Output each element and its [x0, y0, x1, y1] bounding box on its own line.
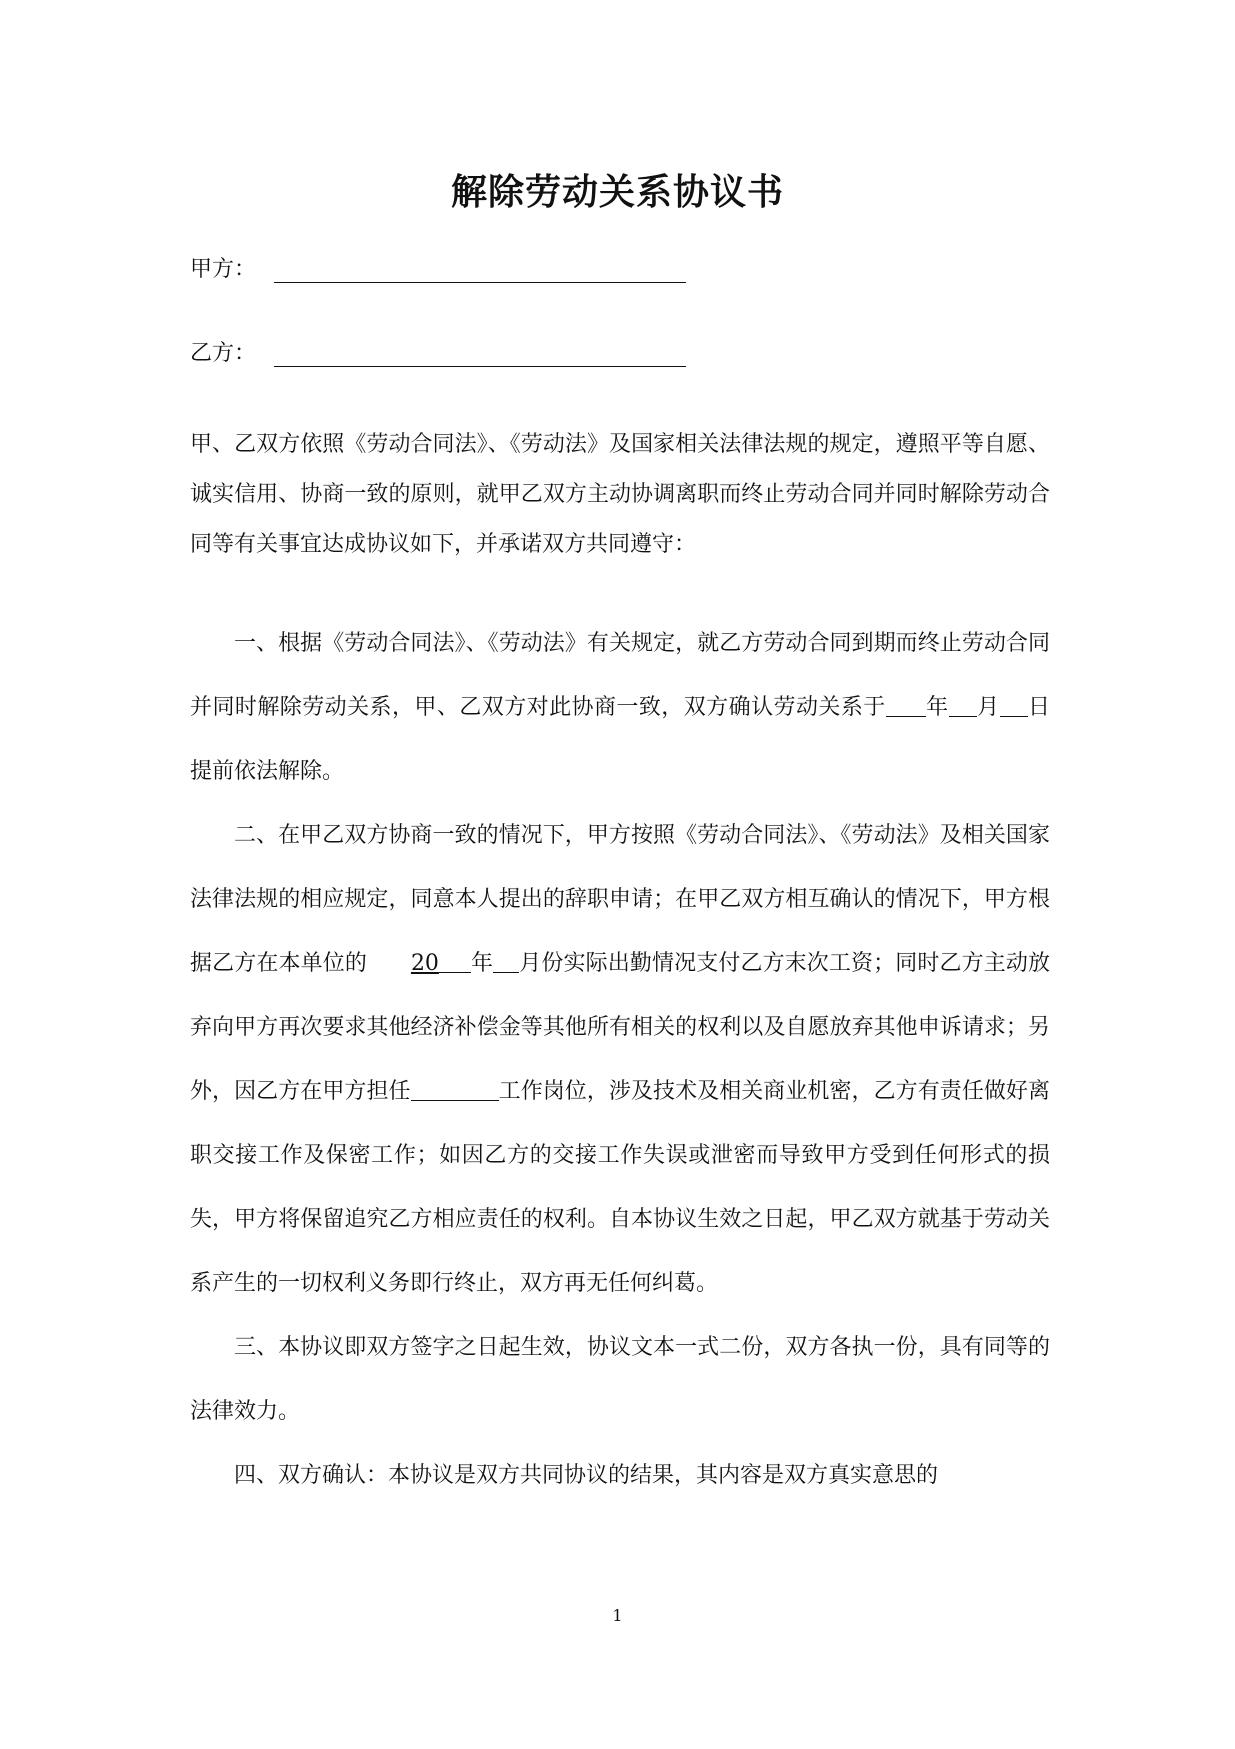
year-blank[interactable]	[886, 692, 926, 717]
clause-4: 四、双方确认：本协议是双方共同协议的结果，其内容是双方真实意思的	[234, 1463, 939, 1488]
day-blank[interactable]	[1000, 692, 1028, 717]
clause-1-text-d: 日提前依法解除。	[190, 695, 1050, 784]
wage-year-blank[interactable]	[439, 948, 471, 973]
party-a-blank[interactable]	[274, 254, 686, 283]
document-title: 解除劳动关系协议书	[450, 171, 784, 213]
party-a-label: 甲方：	[190, 257, 257, 282]
wage-month-blank[interactable]	[493, 948, 519, 973]
clause-2-text-b: 年	[470, 951, 494, 976]
clauses	[190, 612, 1050, 1508]
position-blank[interactable]	[411, 1076, 499, 1101]
party-b-blank[interactable]	[274, 338, 686, 367]
clause-2-text-a: 二、在甲乙双方协商一致的情况下，甲方按照《劳动合同法》、《劳动法》及相关国家法律法规的相应规定，同意本人提出的辞职申请；在甲乙双方相互确认的情况下，甲方根据乙方在本单位的	[190, 823, 1050, 976]
clause-1-text-b: 年	[925, 695, 949, 720]
page-number: 1	[612, 1606, 623, 1625]
intro-paragraph: 甲、乙双方依照《劳动合同法》、《劳动法》及国家相关法律法规的规定，遵照平等自愿、诚实信用、协商一致的原则，就甲乙双方主动协调离职而终止劳动合同并同时解除劳动合同等有关事宜达成协议如下，并承诺双方共同遵守：	[190, 432, 1050, 557]
party-a-line	[190, 252, 686, 283]
wage-year-prefix: 20	[410, 951, 439, 976]
clause-2-text-c: 月份实际出勤情况支付乙方末次工资；同时乙方主动放弃向甲方再次要求其他经济补偿金等其他所有相关的权利以及自愿放弃其他申诉请求；另外，因乙方在甲方担任	[190, 951, 1050, 1104]
party-b-line	[190, 336, 686, 367]
clause-1-text-a: 一、根据《劳动合同法》、《劳动法》有关规定，就乙方劳动合同到期而终止劳动合同并同时解除劳动关系，甲、乙双方对此协商一致，双方确认劳动关系于	[190, 631, 1050, 720]
party-b-label: 乙方：	[190, 341, 257, 366]
clause-1	[190, 612, 1050, 804]
clause-3: 三、本协议即双方签字之日起生效，协议文本一式二份，双方各执一份，具有同等的法律效力。	[190, 1335, 1050, 1424]
clause-2-text-d: 工作岗位，涉及技术及相关商业机密，乙方有责任做好离职交接工作及保密工作；如因乙方的交接工作失误或泄密而导致甲方受到任何形式的损失，甲方将保留追究乙方相应责任的权利。自本协议生效之日起，甲乙双方就基于劳动关系产生的一切权利义务即行终止，双方再无任何纠葛。	[190, 1079, 1050, 1296]
month-blank[interactable]	[949, 692, 977, 717]
clause-1-text-c: 月	[976, 695, 1000, 720]
clause-2	[190, 804, 1050, 1316]
